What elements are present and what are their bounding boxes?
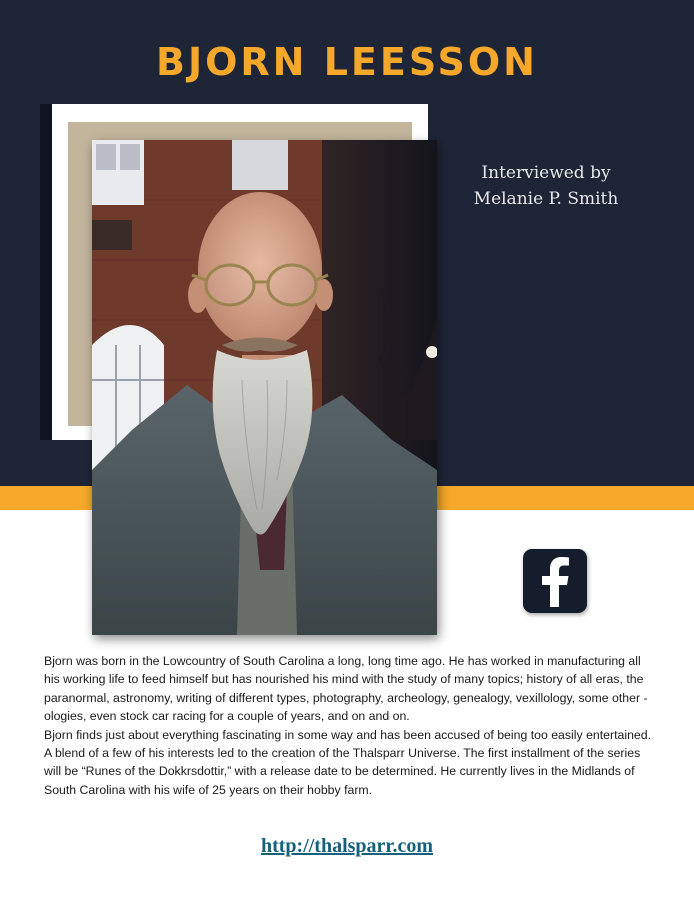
interviewer-name: Melanie P. Smith [473,189,619,209]
page-title: BJORN LEESSON [156,40,538,84]
interviewed-by-label: Interviewed by [481,163,611,183]
interviewer-credit [446,160,646,212]
website-link[interactable]: http://thalsparr.com [260,835,434,857]
bio-paragraph: Bjorn finds just about everything fascinating in some way and has been accused of being too easily entertained. A blend of a few of his interests led to the creation of the Thalsparr Universe. The first installment of the series will be “Runes of the Dokkrsdottir,” with a release date to be determined. He currently lives in the Midlands of South Carolina with his wife of 25 years on their hobby farm. [44,727,652,797]
bio-paragraph: Bjorn was born in the Lowcountry of South Carolina a long, long time ago. He has worked in manufacturing all his working life to feed himself but has nourished his mind with the study of many topics; history of all eras, the paranormal, astronomy, writing of different types, photography, archeology, genealogy, vexillology, some other -ologies, even stock car racing for a couple of years, and on and on. [44,654,648,724]
author-bio [44,652,654,799]
facebook-icon[interactable] [523,549,587,613]
author-portrait [92,140,437,635]
